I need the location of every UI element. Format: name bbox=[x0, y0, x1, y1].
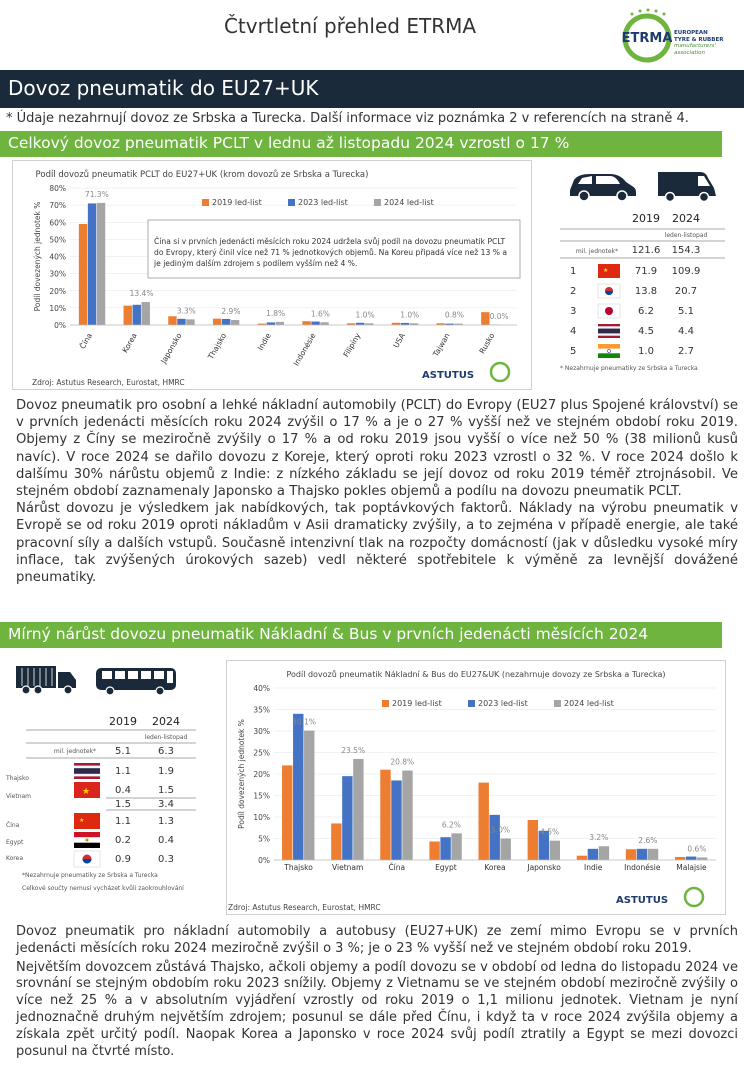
bar bbox=[402, 771, 412, 860]
y-tick-label: 70% bbox=[49, 201, 66, 211]
data-label: 1.0% bbox=[400, 310, 420, 320]
y-tick-label: 30% bbox=[49, 269, 66, 279]
bar bbox=[177, 319, 185, 325]
tb-heading: Mírný nárůst dovozu pneumatik Nákladní & Bus v prvních jedenácti měsících 2024 bbox=[8, 625, 649, 643]
pclt-table-note: * Nezahrnuje pneumatiky ze Srbska a Turecka bbox=[560, 365, 698, 372]
truck-icon bbox=[16, 666, 76, 694]
astutus-logo: ASTUTUS bbox=[616, 895, 669, 906]
bar bbox=[675, 857, 685, 860]
bar bbox=[391, 780, 401, 860]
korea-flag-icon bbox=[74, 851, 100, 867]
legend-label: 2023 led-list bbox=[298, 198, 348, 207]
bar bbox=[440, 837, 450, 860]
bar bbox=[490, 815, 500, 860]
bar bbox=[648, 849, 658, 860]
svg-text:1.1: 1.1 bbox=[115, 816, 131, 827]
india-flag-icon bbox=[598, 344, 620, 358]
y-tick-label: 40% bbox=[49, 252, 66, 262]
car-icon bbox=[570, 174, 636, 201]
svg-text:5.1: 5.1 bbox=[678, 306, 694, 317]
svg-text:5: 5 bbox=[570, 346, 577, 357]
svg-text:1.9: 1.9 bbox=[158, 766, 174, 777]
legend-label: 2024 led-list bbox=[384, 198, 434, 207]
svg-text:0.4: 0.4 bbox=[115, 785, 131, 796]
y-tick-label: 80% bbox=[49, 184, 66, 193]
japan-flag-icon bbox=[598, 304, 620, 318]
svg-text:2.7: 2.7 bbox=[678, 346, 694, 357]
svg-text:3: 3 bbox=[570, 306, 577, 317]
bar bbox=[276, 322, 284, 325]
svg-text:13.8: 13.8 bbox=[634, 286, 658, 297]
data-label: 2.9% bbox=[221, 307, 241, 317]
x-tick-label: Indonésie bbox=[291, 331, 318, 368]
svg-text:6.2: 6.2 bbox=[638, 306, 654, 317]
bar bbox=[304, 731, 314, 860]
data-label: 71.3% bbox=[84, 189, 109, 199]
page-title: Čtvrtletní přehled ETRMA bbox=[223, 14, 477, 38]
tb-total-2019: 5.1 bbox=[115, 746, 131, 757]
y-tick-label: 50% bbox=[49, 235, 66, 245]
bar bbox=[293, 714, 303, 860]
x-tick-label: Indie bbox=[255, 331, 273, 352]
bar bbox=[142, 302, 150, 325]
y-tick-label: 0% bbox=[54, 321, 66, 330]
bar bbox=[353, 759, 363, 860]
legend-label: 2019 led-list bbox=[212, 198, 262, 207]
data-label: 1.6% bbox=[310, 309, 330, 319]
rank-row-3 bbox=[570, 304, 694, 318]
bar bbox=[97, 203, 105, 325]
pclt-ranking-table bbox=[560, 164, 735, 379]
tb-total-2024: 6.3 bbox=[158, 746, 174, 757]
bar bbox=[320, 322, 328, 325]
data-label: 13.4% bbox=[129, 289, 154, 299]
y-tick-label: 25% bbox=[253, 748, 270, 758]
svg-text:1.1: 1.1 bbox=[115, 766, 131, 777]
vietnam-flag-icon bbox=[74, 782, 100, 798]
section-header bbox=[0, 70, 744, 108]
y-axis-label: Podíl dovezených jednotek % bbox=[237, 719, 246, 829]
svg-text:0.3: 0.3 bbox=[158, 854, 174, 865]
x-tick-label: Rusko bbox=[477, 331, 497, 356]
svg-text:1.5: 1.5 bbox=[158, 785, 174, 796]
import-footnote: * Údaje nezahrnují dovoz ze Srbska a Turecka. Další informace viz poznámka 2 v referencích na straně 4. bbox=[6, 111, 689, 126]
svg-text:4: 4 bbox=[570, 326, 577, 337]
rank-row-1 bbox=[570, 264, 700, 278]
total-label: mil. jednotek* bbox=[575, 248, 618, 255]
tb-heading-bar bbox=[0, 622, 722, 648]
x-tick-label: Egypt bbox=[435, 863, 457, 872]
bar bbox=[282, 765, 292, 860]
data-label: 0.8% bbox=[444, 310, 464, 320]
svg-text:4.4: 4.4 bbox=[678, 326, 694, 337]
y-tick-label: 60% bbox=[49, 218, 66, 228]
tb-row-korea bbox=[6, 851, 174, 867]
van-icon bbox=[658, 172, 716, 202]
x-tick-label: Čína bbox=[388, 863, 406, 872]
svg-text:0.9: 0.9 bbox=[115, 854, 131, 865]
y-tick-label: 10% bbox=[253, 813, 270, 822]
china-flag-icon bbox=[598, 264, 620, 278]
bar bbox=[331, 823, 341, 860]
etrma-logo bbox=[622, 8, 740, 66]
tb-paragraph-2: Největším dovozcem zůstává Thajsko, ačkoli objemy a podíl dovozu se v období od ledna do listopadu 2024 ve srovnání se stejným obdobím roku 2023 snížily. Objemy z Vietnamu se ve stejném období meziročně zvýšily o více než 25 % a v absolutním vyjádření vzrostly od roku 2019 o 1,1 milionu jednotek. Vietnam je nyní jednoznačně druhým největším zdrojem; posunul se dále před Čínu, i když ta v roce 2024 zvýšila objemy a získala zpět určitý podíl. Naopak Korea a Japonsko v roce 2024 svůj podíl ztratily a Egypt se mezi dovozci posunul na čtvrté místo. bbox=[16, 959, 738, 1059]
total-2019: 121.6 bbox=[631, 245, 661, 256]
bar bbox=[168, 316, 176, 325]
svg-text:Čína: Čína bbox=[6, 822, 20, 829]
bar bbox=[311, 322, 319, 325]
x-tick-label: Japonsko bbox=[527, 863, 561, 872]
legend-label: 2023 led-list bbox=[478, 699, 528, 708]
bar bbox=[599, 846, 609, 860]
tb-subtotal-2019: 1.5 bbox=[115, 799, 131, 810]
legend-label: 2019 led-list bbox=[392, 699, 442, 708]
rank-row-4 bbox=[570, 324, 694, 338]
bar bbox=[550, 841, 560, 860]
y-tick-label: 40% bbox=[253, 684, 270, 693]
tb-body bbox=[16, 924, 738, 1060]
x-tick-label: Indonésie bbox=[624, 863, 661, 872]
x-tick-label: Tajwan bbox=[431, 331, 452, 359]
y-tick-label: 0% bbox=[258, 856, 270, 865]
data-label: 1.0% bbox=[355, 310, 375, 320]
bar bbox=[637, 849, 647, 860]
year-2019-header: 2019 bbox=[632, 212, 660, 225]
rank-row-2 bbox=[570, 284, 697, 298]
y-tick-label: 35% bbox=[253, 705, 270, 715]
y-axis-label: Podíl dovezených jednotek % bbox=[33, 201, 42, 312]
thailand-flag-icon bbox=[598, 324, 620, 338]
bar bbox=[626, 849, 636, 860]
total-2024: 154.3 bbox=[671, 245, 701, 256]
svg-text:0.4: 0.4 bbox=[158, 835, 174, 846]
tb-paragraph-1: Dovoz pneumatik pro nákladní automobily a autobusy (EU27+UK) ze zemí mimo Evropu se v prvních jedenácti měsících roku 2024 meziročně zvýšil o 3 %; je o 23 % vyšší než ve stejném období roku 2019. bbox=[16, 924, 738, 956]
tb-row-vietnam bbox=[6, 782, 174, 800]
data-label: 4.5% bbox=[540, 827, 560, 837]
data-label: 3.2% bbox=[589, 833, 609, 843]
svg-text:Egypt: Egypt bbox=[6, 839, 24, 846]
svg-text:Vietnam: Vietnam bbox=[6, 793, 32, 800]
tb-period-label: leden-listopad bbox=[144, 734, 188, 741]
svg-text:Korea: Korea bbox=[6, 855, 24, 862]
x-tick-label: Korea bbox=[484, 863, 506, 872]
legend-swatch bbox=[288, 199, 295, 206]
data-label: 6.2% bbox=[441, 820, 461, 830]
data-label: 30.1% bbox=[292, 717, 316, 727]
tb-year-2019-header: 2019 bbox=[109, 715, 137, 728]
data-label: 2.6% bbox=[638, 835, 658, 845]
tb-year-2024-header: 2024 bbox=[152, 715, 180, 728]
data-label: 1.8% bbox=[266, 308, 286, 318]
y-tick-label: 20% bbox=[253, 770, 270, 779]
x-tick-label: Indie bbox=[584, 863, 603, 872]
x-tick-label: Thajsko bbox=[284, 863, 313, 872]
bar bbox=[79, 224, 87, 325]
logo-wordmark: EUROPEAN TYRE & RUBBER manufacturers' association bbox=[674, 30, 724, 56]
legend-swatch bbox=[468, 700, 475, 707]
data-label: 23.5% bbox=[341, 745, 366, 755]
pclt-heading-bar bbox=[0, 131, 722, 157]
bar bbox=[342, 776, 352, 860]
pclt-paragraph-1: Dovoz pneumatik pro osobní a lehké nákladní automobily (PCLT) do Evropy (EU27 plus Spojené království) se v prvních jedenácti měsících roku 2024 zvýšil o 17 % a je o 27 % vyšší než ve stejném období roku 2019. Objemy z Číny se meziročně zvýšily o 17 % a od roku 2019 jsou vyšší o více než 50 % (38 milionů kusů navíc). V roce 2024 se dařilo dovozu z Koreje, který oproti roku 2023 vzrostl o 32 %. V roce 2024 došlo k dalšímu 30% nárůstu objemů z Indie: z nízkého základu se její dovoz od roku 2019 téměř ztrojnásobil. Ve stejném období zaznamenaly Japonsko a Thajsko pokles objemů a podílu na dovozu pneumatik PCLT. bbox=[16, 398, 738, 500]
bar bbox=[88, 203, 96, 325]
x-tick-label: Japonsko bbox=[158, 331, 184, 365]
chart-title: Podíl dovozů pneumatik PCLT do EU27+UK (krom dovozů ze Srbska a Turecka) bbox=[35, 170, 369, 180]
tb-table-note-1: *Nezahrnuje pneumatiky ze Srbska a Turecka bbox=[22, 872, 158, 879]
bar bbox=[133, 305, 141, 325]
x-tick-label: Čína bbox=[77, 331, 95, 351]
svg-text:1.0: 1.0 bbox=[638, 346, 654, 357]
y-tick-label: 15% bbox=[253, 791, 270, 801]
chart-title: Podíl dovozů pneumatik Nákladní & Bus do EU27&UK (nezahrnuje dovozy ze Srbska a Turecka) bbox=[286, 670, 666, 679]
bar bbox=[481, 312, 489, 325]
chart-annotation: Čína si v prvních jedenácti měsících roku 2024 udržela svůj podíl na dovozu pneumatik PCLT do Evropy, který činil více než 71 % jednotkových objemů. Na Koreu připadá více než 13 % a je jediným dalším zdrojem s podílem vyšším než 4 %. bbox=[154, 237, 508, 268]
bar bbox=[231, 320, 239, 325]
section-title: Dovoz pneumatik do EU27+UK bbox=[8, 76, 319, 100]
svg-text:4.5: 4.5 bbox=[638, 326, 654, 337]
data-label: 20.8% bbox=[390, 757, 415, 767]
etrma-logo-mark bbox=[622, 8, 672, 64]
x-tick-label: Filipíny bbox=[341, 331, 363, 359]
legend-swatch bbox=[374, 199, 381, 206]
bar bbox=[479, 783, 489, 860]
egypt-flag-icon bbox=[74, 832, 100, 848]
pclt-paragraph-2: Nárůst dovozu je výsledkem jak nabídkových, tak poptávkových faktorů. Náklady na výrobu pneumatik v Evropě se od roku 2019 oproti nákladům v Asii dramaticky zvýšily, a to zejména v případě energie, ale také pracovní síly a dalších vstupů. Současně intenzivní tlak na rozpočty domácností (jak v důsledku vysoké míry inflace, tak zvýšených úrokových sazeb) vedl některé spotřebitele k výměně za levnější dovážené pneumatiky. bbox=[16, 501, 738, 586]
bar bbox=[222, 319, 230, 325]
china-flag-icon bbox=[74, 813, 100, 829]
bar bbox=[186, 319, 194, 325]
rank-row-5 bbox=[570, 344, 694, 358]
legend-swatch bbox=[202, 199, 209, 206]
data-label: 0.6% bbox=[687, 844, 707, 854]
bus-icon bbox=[96, 668, 176, 695]
x-tick-label: Thajsko bbox=[206, 331, 229, 361]
period-label: leden-listopad bbox=[664, 232, 708, 239]
y-tick-label: 30% bbox=[253, 727, 270, 736]
y-tick-label: 5% bbox=[258, 834, 270, 844]
tb-row-egypt bbox=[6, 832, 174, 848]
year-2024-header: 2024 bbox=[672, 212, 700, 225]
bar bbox=[429, 842, 439, 860]
bar bbox=[213, 319, 221, 325]
svg-text:1.3: 1.3 bbox=[158, 816, 174, 827]
svg-text:ETRMA: ETRMA bbox=[622, 31, 672, 46]
svg-text:1: 1 bbox=[570, 266, 577, 277]
y-tick-label: 20% bbox=[49, 286, 66, 296]
tb-import-share-chart bbox=[226, 660, 726, 915]
svg-text:★: ★ bbox=[79, 817, 85, 824]
bar bbox=[588, 849, 598, 860]
x-tick-label: Vietnam bbox=[332, 863, 364, 872]
legend-label: 2024 led-list bbox=[564, 699, 614, 708]
bar bbox=[528, 820, 538, 860]
x-tick-label: Malajsie bbox=[676, 863, 707, 872]
pclt-import-share-chart bbox=[12, 160, 532, 390]
bar bbox=[302, 321, 310, 325]
astutus-logo: ASTUTUS bbox=[422, 370, 475, 381]
svg-text:2: 2 bbox=[570, 286, 577, 297]
tb-table-note-2: Celkové součty nemusí vycházet kvůli zaokrouhlování bbox=[22, 885, 184, 892]
pclt-heading: Celkový dovoz pneumatik PCLT v lednu až listopadu 2024 vzrostl o 17 % bbox=[8, 134, 570, 152]
thailand-flag-icon bbox=[74, 763, 100, 779]
svg-text:0.2: 0.2 bbox=[115, 835, 131, 846]
legend-swatch bbox=[554, 700, 561, 707]
tb-total-label: mil. jednotek* bbox=[53, 748, 96, 755]
bar bbox=[577, 856, 587, 860]
pclt-body bbox=[16, 397, 738, 586]
svg-text:20.7: 20.7 bbox=[674, 286, 698, 297]
tb-subtotal-2024: 3.4 bbox=[158, 799, 174, 810]
svg-text:★: ★ bbox=[82, 787, 91, 797]
data-label: 3.3% bbox=[176, 306, 196, 316]
bar bbox=[124, 306, 132, 325]
bar bbox=[686, 857, 696, 860]
x-tick-label: Korea bbox=[120, 331, 139, 355]
svg-text:109.9: 109.9 bbox=[671, 266, 701, 277]
chart-source: Zdroj: Astutus Research, Eurostat, HMRC bbox=[228, 903, 381, 912]
chart-source: Zdroj: Astutus Research, Eurostat, HMRC bbox=[32, 378, 185, 387]
bar bbox=[501, 839, 511, 861]
legend-swatch bbox=[382, 700, 389, 707]
tb-row-thailand bbox=[6, 763, 174, 782]
bar bbox=[451, 833, 461, 860]
svg-text:71.9: 71.9 bbox=[634, 266, 658, 277]
tb-ranking-table bbox=[6, 660, 206, 900]
data-label: 5.0% bbox=[490, 825, 511, 835]
svg-text:Thajsko: Thajsko bbox=[6, 775, 29, 782]
data-label: 0.0% bbox=[489, 312, 509, 321]
bar bbox=[380, 770, 390, 860]
y-tick-label: 10% bbox=[49, 303, 66, 313]
svg-text:★: ★ bbox=[603, 267, 609, 274]
korea-flag-icon bbox=[598, 284, 620, 298]
x-tick-label: USA bbox=[391, 331, 407, 350]
tb-row-china bbox=[6, 813, 174, 829]
